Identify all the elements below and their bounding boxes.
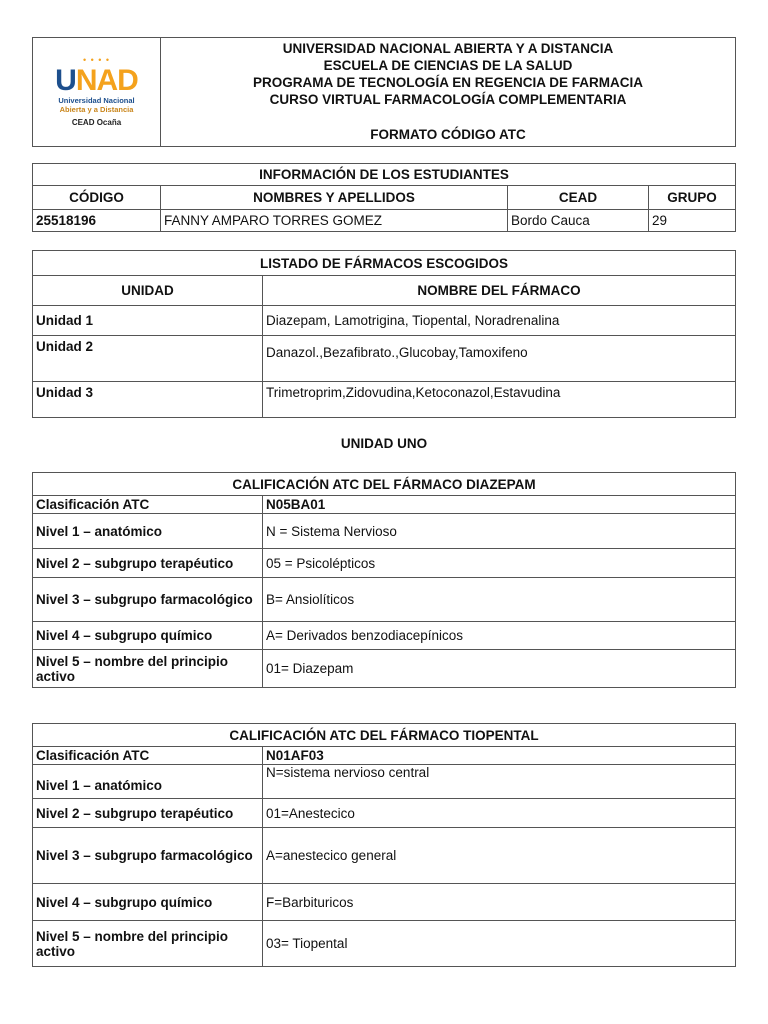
unit-1-drugs: Diazepam, Lamotrigina, Tiopental, Noradrenalina — [263, 306, 736, 336]
unit-2-drugs: Danazol.,Bezafibrato.,Glucobay,Tamoxifeno — [263, 336, 736, 382]
col-nombres: NOMBRES Y APELLIDOS — [161, 186, 508, 210]
atc2-row-label: Clasificación ATC — [33, 747, 263, 765]
drugs-table — [32, 250, 736, 418]
atc2-row-value: N01AF03 — [263, 747, 736, 765]
logo-u: U — [55, 64, 76, 97]
col-grupo: GRUPO — [649, 186, 736, 210]
unit-3-label: Unidad 3 — [33, 382, 263, 418]
logo-nad: NAD — [75, 64, 138, 97]
col-farmaco: NOMBRE DEL FÁRMACO — [263, 276, 736, 306]
header-table — [32, 37, 736, 147]
atc-diazepam-table — [32, 472, 736, 688]
drugs-title: LISTADO DE FÁRMACOS ESCOGIDOS — [33, 251, 736, 276]
student-cead: Bordo Cauca — [508, 210, 649, 232]
unit-2-label: Unidad 2 — [33, 336, 263, 382]
atc1-row-value: 01= Diazepam — [263, 650, 736, 688]
unad-logo — [55, 56, 138, 128]
atc2-row-value: A=anestecico general — [263, 828, 736, 884]
header-line-university: UNIVERSIDAD NACIONAL ABIERTA Y A DISTANCIA — [282, 41, 614, 56]
atc1-row-value: 05 = Psicolépticos — [263, 549, 736, 578]
atc1-row-label: Clasificación ATC — [33, 496, 263, 514]
atc1-row-label: Nivel 2 – subgrupo terapéutico — [33, 549, 263, 578]
atc2-row-value: F=Barbituricos — [263, 884, 736, 921]
unit-1-label: Unidad 1 — [33, 306, 263, 336]
atc1-title: CALIFICACIÓN ATC DEL FÁRMACO DIAZEPAM — [33, 473, 736, 496]
atc1-row-label: Nivel 5 – nombre del principio activo — [33, 650, 263, 688]
logo-line1: Universidad Nacional — [58, 96, 135, 105]
student-codigo: 25518196 — [33, 210, 161, 232]
atc1-row-label: Nivel 3 – subgrupo farmacológico — [33, 578, 263, 622]
logo-cead: CEAD Ocaña — [71, 118, 122, 127]
logo-line2: Abierta y a Distancia — [59, 105, 134, 114]
col-cead: CEAD — [508, 186, 649, 210]
atc1-row-value: N05BA01 — [263, 496, 736, 514]
atc2-row-value: 03= Tiopental — [263, 921, 736, 967]
atc1-row-label: Nivel 1 – anatómico — [33, 514, 263, 549]
atc2-row-value: 01=Anestecico — [263, 799, 736, 828]
header-line-school: ESCUELA DE CIENCIAS DE LA SALUD — [323, 58, 573, 73]
atc2-row-label: Nivel 1 – anatómico — [33, 765, 263, 799]
atc-tiopental-table — [32, 723, 736, 967]
student-grupo: 29 — [649, 210, 736, 232]
unit-title: UNIDAD UNO — [340, 436, 428, 451]
logo-dots-icon: • • • • — [82, 55, 111, 65]
atc2-title: CALIFICACIÓN ATC DEL FÁRMACO TIOPENTAL — [33, 724, 736, 747]
atc2-row-label: Nivel 3 – subgrupo farmacológico — [33, 828, 263, 884]
header-text-cell — [161, 38, 736, 147]
atc1-row-value: A= Derivados benzodiacepínicos — [263, 622, 736, 650]
students-table — [32, 163, 736, 232]
format-title: FORMATO CÓDIGO ATC — [370, 127, 526, 142]
unit-3-drugs: Trimetroprim,Zidovudina,Ketoconazol,Estavudina — [263, 382, 736, 418]
header-line-program: PROGRAMA DE TECNOLOGÍA EN REGENCIA DE FARMACIA — [252, 75, 643, 90]
logo-cell — [33, 38, 161, 147]
atc1-row-value: B= Ansiolíticos — [263, 578, 736, 622]
atc2-row-label: Nivel 2 – subgrupo terapéutico — [33, 799, 263, 828]
atc2-row-label: Nivel 5 – nombre del principio activo — [33, 921, 263, 967]
atc2-row-label: Nivel 4 – subgrupo químico — [33, 884, 263, 921]
col-codigo: CÓDIGO — [33, 186, 161, 210]
header-line-course: CURSO VIRTUAL FARMACOLOGÍA COMPLEMENTARIA — [269, 92, 627, 107]
students-title: INFORMACIÓN DE LOS ESTUDIANTES — [33, 164, 736, 186]
student-nombre: FANNY AMPARO TORRES GOMEZ — [161, 210, 508, 232]
col-unidad: UNIDAD — [33, 276, 263, 306]
atc1-row-value: N = Sistema Nervioso — [263, 514, 736, 549]
atc2-row-value: N=sistema nervioso central — [263, 765, 736, 799]
atc1-row-label: Nivel 4 – subgrupo químico — [33, 622, 263, 650]
